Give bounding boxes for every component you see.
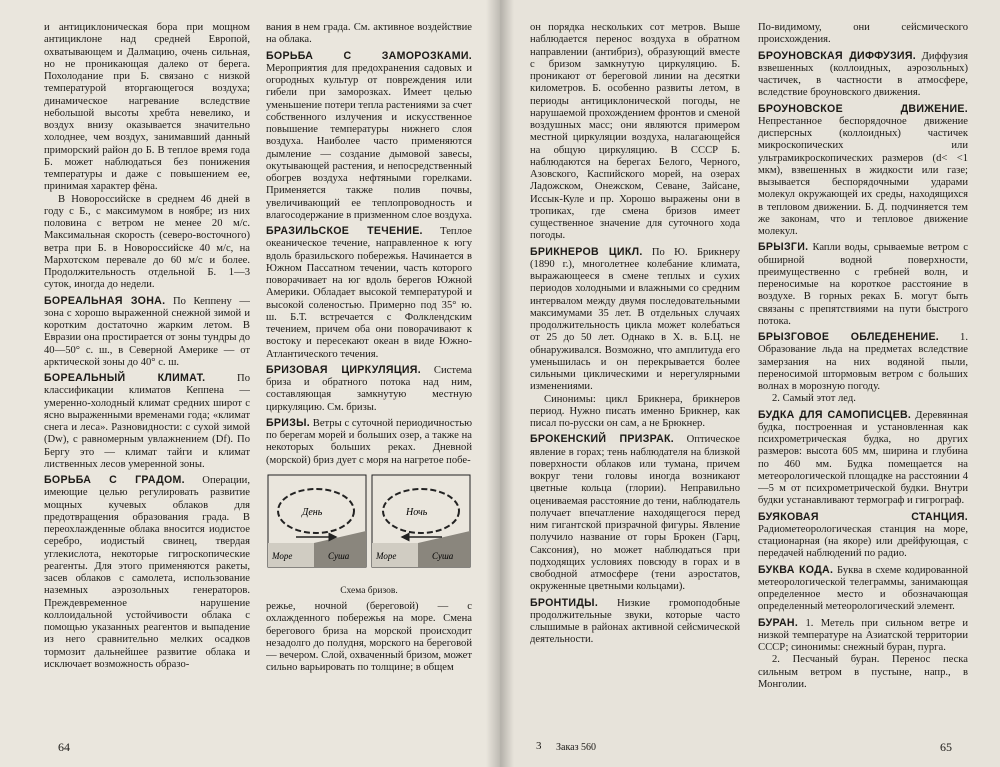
entry-text: Теплое океаническое течение, направленное к югу вдоль бразильского побережья. Начинается в Южном Пассатном течении, часть которого поворачивает на юг вдоль берегов Южной Америки. Обладает высокой температурой и высокой соленостью. Примерно под 35° ю. ш. Б.Т. встречается с Фолклендским течением, причем оба они поворачивают к востоку и пересекают океан в виде Южно-Атлантического течения.: [266, 226, 472, 360]
entry-text: 1. Образование льда на предметах вследствие замерзания на них водяной пыли, переносимой штормовым ветром с больших волнах в морозную погоду.: [758, 332, 968, 392]
entry-hail-suppression: [44, 474, 250, 671]
entry-text: Низкие громоподобные продолжительные звуки, которые часто слышимые в районах активной сейсмической деятельности.: [530, 597, 740, 646]
entry-brownian-motion: [758, 103, 968, 239]
entry-heading: БОРЕАЛЬНАЯ ЗОНА.: [44, 294, 166, 307]
entry-heading: БУКВА КОДА.: [758, 563, 834, 576]
paragraph: режье, ночной (береговой) — с охлажденного побережья на море. Смена берегового бриза на морской происходит незадолго до полудня, морского на береговой — вечером. Слой, охваченный бризом, может сильно варьировать по толщине; в общем: [266, 601, 472, 674]
entry-text: Оптическое явление в горах; тень наблюдателя на близкой поверхности облаков или тумана, причем вокруг тени головы иногда возникают цветные кольца (глории). Неправильно оцениваемая расстояние до тени, наблюдатель получает впечатление находящегося перед ним гигантской призрачной фигуры. Явление получило название от горы Брокен (Гарц, Саксония), но может наблюдаться при подходящих условиях повсюду в горах и в свободной атмосфере (тени аэростатов, окруженные цветными кольцами).: [530, 434, 740, 593]
day-label: День: [302, 506, 323, 518]
entry-text: Система бриза и обратного потока над ним, составляющая замкнутую местную циркуляцию. См. бризы.: [266, 364, 472, 413]
entry-heading: БРОКЕНСКИЙ ПРИЗРАК.: [530, 433, 675, 446]
page-number-right: 65: [940, 740, 952, 754]
column-2: [266, 22, 472, 737]
entry-heading: БРОУНОВСКОЕ ДВИЖЕНИЕ.: [758, 102, 968, 115]
entry-heading: БРИКНЕРОВ ЦИКЛ.: [530, 245, 643, 258]
entry-text: По классификации климатов Кеппена — умеренно-холодный климат средних широт с ясно выраженными временами года; «климат снега и леса». Разновидности: с сухой зимой (Dw), с равномерным увлажнением (Df). По Бергу это — климат тайги и климат лиственных лесов умеренной зоны.: [44, 373, 250, 470]
entry-buoy-station: [758, 511, 968, 561]
entry-text: По Кеппену — зона с хорошо выраженной снежной зимой и коротким достаточно жарким летом. В Евразии она простирается от зоны тундры до 40—50° с. ш., в Северной Америке — от арктической зоны до 40° с. ш.: [44, 295, 250, 368]
paragraph: он порядка нескольких сот метров. Выше наблюдается перенос воздуха в обратном направлении (антибриз), образующий вместе с бризом замкнутую циркуляцию. Б. проникают от береговой линии на десятки километров. Б. особенно развиты летом, в периоды антициклонической погоды, не нарушаемой прохождением фронтов и сменой воздушных масс; они являются примером местной циркуляции воздуха, налагающейся на общую циркуляцию. В СССР Б. наблюдаются на берегах Белого, Черного, Азовского, Каспийского морей, на озерах Ладожском, Онежском, Севане, Зайсане, Иссык-Куле и пр. Хорошо выражены они в тропиках, где смена бризов имеет существенное значение для суточного хода погоды.: [530, 22, 740, 242]
column-1: [44, 22, 250, 737]
entry-brikner-cycle: [530, 246, 740, 394]
entry-spray: [758, 241, 968, 328]
paragraph: В Новороссийске в среднем 46 дней в году с Б., с максимумом в ноябре; из них половина с ветром не менее 20 м/с. Максимальная скорость (северо-восточного) ветра при Б. в Новороссийске 40 м/с, на Мархотском перевале до 60 м/с и более. Продолжительность отдельной Б. 1—3 суток, иногда до недели.: [44, 193, 250, 291]
breeze-diagram-svg: [266, 473, 472, 583]
entry-heading: БРОУНОВСКАЯ ДИФФУЗИЯ.: [758, 49, 916, 62]
sea-label-day: Море: [272, 550, 293, 561]
entry-frost-protection: [266, 50, 472, 223]
entry-text: Капли воды, срываемые ветром с обширной водной поверхности, преимущественно с гребней волн, и переносимые на короткое расстояние в воздухе. В горных реках Б. могут быть связаны с препятствиями на пути быстрого потока.: [758, 242, 968, 327]
breeze-diagram: [266, 473, 472, 597]
right-page: [500, 0, 1000, 767]
figure-caption: Схема бризов.: [340, 585, 398, 596]
land-label-night: Суша: [432, 550, 454, 561]
entry-brontides: [530, 597, 740, 647]
entry-text: Непрестанное беспорядочное движение дисперсных (коллоидных) частичек микроскопических или ультрамикроскопических размеров (d< <1 мкм), взвешенных в жидкости или газе; вызывается беспорядочными ударами молекул окружающей их среды, находящихся в тепловом движении. Б. Д. подчиняется тем же законам, что и тепловое движение молекул.: [758, 115, 968, 237]
entry-buran: [758, 617, 968, 655]
entry-text: Ветры с суточной периодичностью по берегам морей и больших озер, а также на некоторых больших реках. Дневной (морской) бриз дует с моря на нагретое побе-: [266, 417, 472, 466]
entry-boreal-zone: [44, 295, 250, 370]
night-panel: [372, 475, 470, 567]
paragraph: вания в нем града. См. активное воздействие на облака.: [266, 22, 472, 46]
print-order: Заказ 560: [556, 742, 597, 753]
entry-recorder-shelter: [758, 409, 968, 508]
entry-heading: БУРАН.: [758, 616, 799, 629]
entry-heading: БРИЗОВАЯ ЦИРКУЛЯЦИЯ.: [266, 363, 421, 376]
entry-text: Мероприятия для предохранения садовых и огородных культур от повреждения или гибели при заморозках. Имеет целью уменьшение потери тепла растениями за счет собственного излучения и искусственное повышение температуры нижнего слоя воздуха. Наиболее часто применяются дымление — создание дымовой завесы, окутывающей растения, и непосредственный обогрев воздуха нефтяными горелками. Применяется также полив почвы, увеличивающий ее теплопроводность и влагосодержание в призменном слое воздуха.: [266, 62, 472, 221]
entry-heading: БРИЗЫ.: [266, 416, 311, 429]
entry-text: По Ю. Брикнеру (1890 г.), многолетнее колебание климата, выражающееся в смене теплых и сухих периодов холодными и влажными со средним интервалом между двумя последовательными максимумами 35 лет. В отдельных случаях продолжительность цикла может колебаться от 25 до 50 лет. Однако в Х. в. Б.Ц. не обнаруживался. Возможно, что амплитуда его уменьшилась и он перекрывается более сильными циклическими и нерегулярными изменениями.: [530, 246, 740, 393]
entry-heading: БУЯКОВАЯ СТАНЦИЯ.: [758, 510, 968, 523]
entry-code-letter: [758, 564, 968, 614]
entry-brownian-diffusion: [758, 50, 968, 100]
entry-text: 1. Метель при сильном ветре и низкой температуре на Азиатской территории СССР; синонимы: снежный буран, пурга.: [758, 617, 968, 653]
paragraph: Синонимы: цикл Брикнера, брикнеров период. Нужно писать именно Брикнер, как писал по-русски он сам, а не Брюкнер.: [530, 393, 740, 429]
entry-text: Деревянная будка, построенная и установленная как психрометрическая будка, но других размеров: высота 605 мм, ширина и глубина по 460 мм. Будка помещается на метеорологической площадке на расстоянии 4—5 м от психрометрической будки. Внутри будки устанавливают термограф и гигрограф.: [758, 409, 968, 507]
book-gutter: [486, 0, 514, 767]
entry-heading: БРОНТИДЫ.: [530, 596, 599, 609]
signature-mark: 3: [536, 740, 542, 752]
entry-boreal-climate: [44, 372, 250, 471]
paragraph: 2. Песчаный буран. Перенос песка сильным ветром в пустыне, напр., в Монголии.: [758, 654, 968, 690]
paragraph: 2. Самый этот лед.: [772, 393, 856, 405]
entry-heading: БУДКА ДЛЯ САМОПИСЦЕВ.: [758, 408, 912, 421]
paragraph: По-видимому, они сейсмического происхождения.: [758, 22, 968, 46]
day-panel: [268, 475, 366, 567]
land-label-day: Суша: [328, 550, 350, 561]
entry-heading: БОРЬБА С ЗАМОРОЗКАМИ.: [266, 49, 472, 62]
night-label: Ночь: [406, 506, 428, 518]
paragraph: и антициклоническая бора при мощном антициклоне над средней Европой, охватывающем и Далмацию, очень сильная, но не проникающая далеко от берега. Похолодание при Б. связано с низкой температурой вторгающегося воздуха; динамическое нагревание вследствие небольшой высоты хребта невелико, и воздух внизу оказывается значительно холоднее, чем воздух, занимавший данный приморский район до Б. В теплое время года Б. может наблюдаться без понижения температуры и даже с повышением ее, принимая характер фёна.: [44, 22, 250, 193]
entry-breeze-circulation: [266, 364, 472, 414]
entry-brocken-spectre: [530, 433, 740, 593]
column-3: [530, 22, 740, 737]
entry-spray-icing: [758, 331, 968, 393]
entry-brazil-current: [266, 225, 472, 361]
entry-heading: БОРЕАЛЬНЫЙ КЛИМАТ.: [44, 372, 206, 384]
entry-text: Диффузия взвешенных (коллоидных, аэрозольных) частичек, в частности в атмосфере, вследствие броуновского движения.: [758, 50, 968, 99]
entry-heading: БРАЗИЛЬСКОЕ ТЕЧЕНИЕ.: [266, 225, 423, 237]
entry-text: Буква в схеме кодированной метеорологической телеграммы, занимающая определенное место и обозначающая определенный метеорологический элемент.: [758, 564, 968, 613]
sea-label-night: Море: [376, 550, 397, 561]
entry-heading: БОРЬБА С ГРАДОМ.: [44, 474, 185, 486]
entry-text: Радиометеорологическая станция на море, стационарная (на якоре) или дрейфующая, с передачей наблюдений по радио.: [758, 523, 968, 560]
entry-heading: БРЫЗГОВОЕ ОБЛЕДЕНЕНИЕ.: [758, 331, 940, 343]
entry-text: Операции, имеющие целью регулировать развитие мощных кучевых облаков для предотвращения образования града. В переохлажденные облака вносится иодистое серебро, иодистый свинец, твердая углекислота, некоторые гигроскопические реагенты. Для этого применяются ракеты, засев облаков с самолета, использование наземных аэрозольных генераторов. Преждевременное нарушение коллоидальной устойчивости облака с помощью указанных реагентов и выпадение из него сравнительно мелких осадков тормозит дальнейшее развитие облака и исключает возможность образо-: [44, 475, 250, 670]
column-4: [758, 22, 968, 737]
page-number-left: 64: [58, 740, 70, 754]
entry-breezes: [266, 417, 472, 467]
entry-heading: БРЫЗГИ.: [758, 241, 809, 254]
